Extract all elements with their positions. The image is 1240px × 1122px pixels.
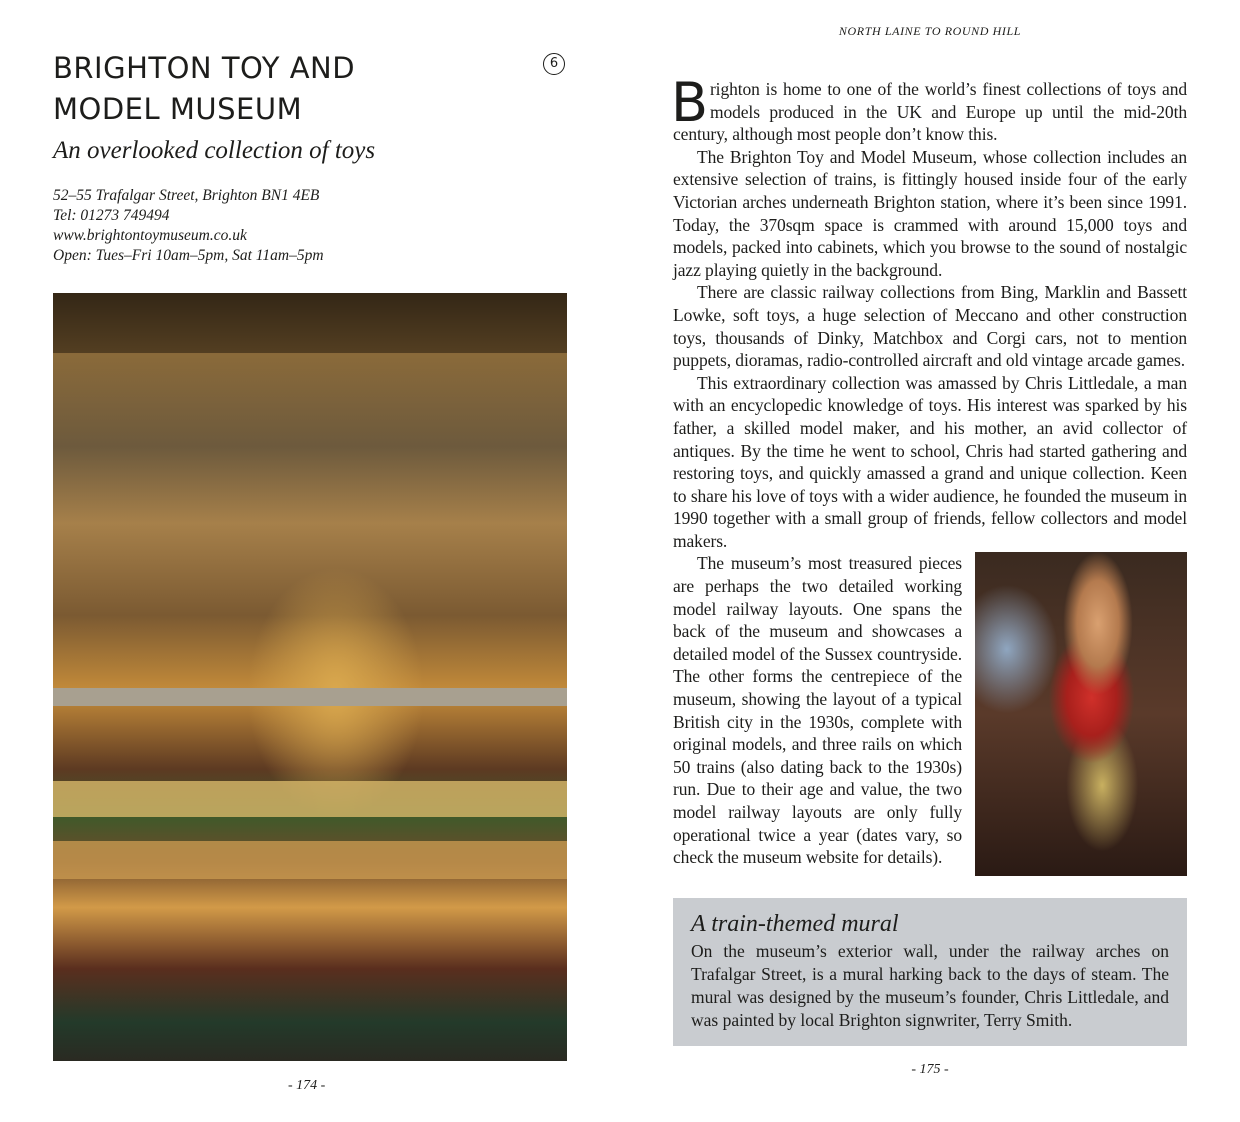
opening-hours: Open: Tues–Fri 10am–5pm, Sat 11am–5pm — [53, 247, 324, 264]
page-number-right: - 175 - — [911, 1062, 949, 1078]
paragraph — [671, 71, 1187, 146]
sidebar-box — [673, 898, 1187, 1046]
paragraph-text: righton is home to one of the world’s finest collections of toys and models produced in the UK and Europe up until the mid-20th century, although most people don’t know this. — [673, 79, 1187, 145]
museum-title — [53, 48, 355, 130]
paragraph: The Brighton Toy and Model Museum, whose collection includes an extensive selection of trains, is fittingly housed inside four of the early Victorian arches underneath Brighton station, where it’s been since 1991. Today, the 370sqm space is crammed with around 15,000 toys and models, packed into cabinets, which you browse to the sound of nostalgic jazz playing quietly in the background. — [673, 146, 1187, 280]
paragraph: The museum’s most treasured pieces are perhaps the two detailed working model railway layouts. One spans the back of the museum and showcases a detailed model of the Sussex countryside. The other forms the centrepiece of the museum, showing the layout of a typical British city in the 1930s, complete with original models, and three rails on which 50 trains (also dating back to the 1930s) run. Due to their age and value, the two model railway layouts are only fully operational twice a year (dates vary, so check the museum website for details). — [673, 553, 962, 868]
article-body — [671, 71, 1187, 876]
teddy-bear-puppet-photo — [975, 552, 1187, 876]
museum-info — [53, 186, 324, 266]
photo-track-wall — [53, 688, 567, 706]
model-railway-photo — [53, 293, 567, 1061]
photo-ceiling — [53, 293, 567, 353]
paragraph: This extraordinary collection was amassed by Chris Littledale, a man with an encyclopedic knowledge of toys. His interest was sparked by his father, a skilled model maker, and his mother, an avid collector of antiques. By the time he went to school, Chris had started gathering and restoring toys, and quickly amassed a grand and unique collection. Keen to share his love of toys with a wider audience, he founded the museum in 1990 together with a small group of friends, fellow collectors and model makers. — [673, 372, 1187, 551]
title-line-1: BRIGHTON TOY AND — [53, 51, 356, 85]
photo-train-row — [53, 781, 567, 817]
photo-train-row — [53, 841, 567, 879]
box-text: On the museum’s exterior wall, under the railway arches on Trafalgar Street, is a mural harking back to the days of steam. The mural was designed by the museum’s founder, Chris Littledale, and was painted by local Brighton signwriter, Terry Smith. — [691, 941, 1169, 1031]
website: www.brightontoymuseum.co.uk — [53, 227, 247, 244]
telephone: Tel: 01273 749494 — [53, 207, 170, 224]
page-number-left: - 174 - — [288, 1078, 326, 1093]
paragraph: There are classic railway collections from Bing, Marklin and Bassett Lowke, soft toys, a huge selection of Meccano and other construction toys, thousands of Dinky, Matchbox and Corgi cars, not to mention puppets, dioramas, radio-controlled aircraft and old vintage arcade games. — [673, 282, 1187, 371]
title-line-2: MODEL MUSEUM — [53, 92, 303, 126]
drop-cap: B — [671, 71, 708, 134]
running-header: NORTH LAINE TO ROUND HILL — [838, 24, 1022, 38]
address: 52–55 Trafalgar Street, Brighton BN1 4EB — [53, 187, 320, 204]
text-with-photo — [673, 552, 1187, 876]
subtitle: An overlooked collection of toys — [53, 137, 376, 164]
entry-number-badge: 6 — [543, 53, 565, 75]
right-page-column — [671, 71, 1187, 1078]
box-heading: A train-themed mural — [691, 911, 899, 938]
